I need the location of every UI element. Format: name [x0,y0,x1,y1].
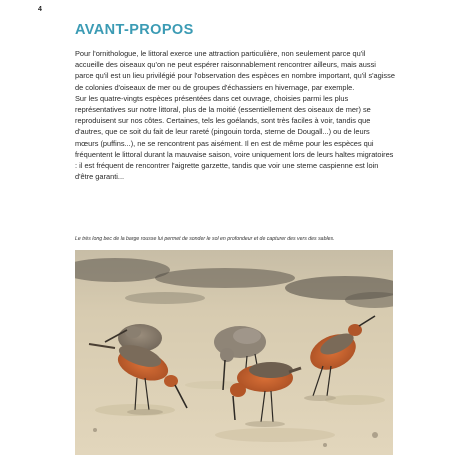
shorebirds-photo [75,250,393,455]
photo-caption: Le très long bec de la barge rousse lui permet de sonder le sol en profondeur et de capturer des vers des sables. [75,236,335,242]
paragraph-2: Sur les quatre-vingts espèces présentées dans cet ouvrage, choisies parmi les plus représentatives sur notre littoral, plus de la moitié (essentiellement des oiseaux de mer) se reproduisent sur nos côtes. Certaines, tels les goélands, sont très faciles à voir, tandis que d'autres, que ce soit du fait de leur rareté (pingouin torda, sterne de Dougall...) ou de leurs mœurs (puffins...), ne se rencontrent pas aisément. Il en est de même pour les espèces qui fréquentent le littoral durant la mauvaise saison, voire uniquement lors de leurs haltes migratoires : il est fréquent de rencontrer l'aigrette garzette, tandis que voir une sterne caspienne est loin d'être garanti... [75,93,394,182]
page-number: 4 [38,6,42,13]
body-text [75,48,395,182]
chapter-title: AVANT-PROPOS [75,22,194,38]
paragraph-1: Pour l'ornithologue, le littoral exerce une attraction particulière, non seulement parce qu'il accueille des oiseaux qu'on ne peut espérer raisonnablement rencontrer ailleurs, mais aussi parce qu'il est un lieu privilégié pour l'observation des espèces en nombre important, qu'il s'agisse de colonies d'oiseaux de mer ou de groupes d'échassiers en hivernage, par exemple. [75,49,395,92]
